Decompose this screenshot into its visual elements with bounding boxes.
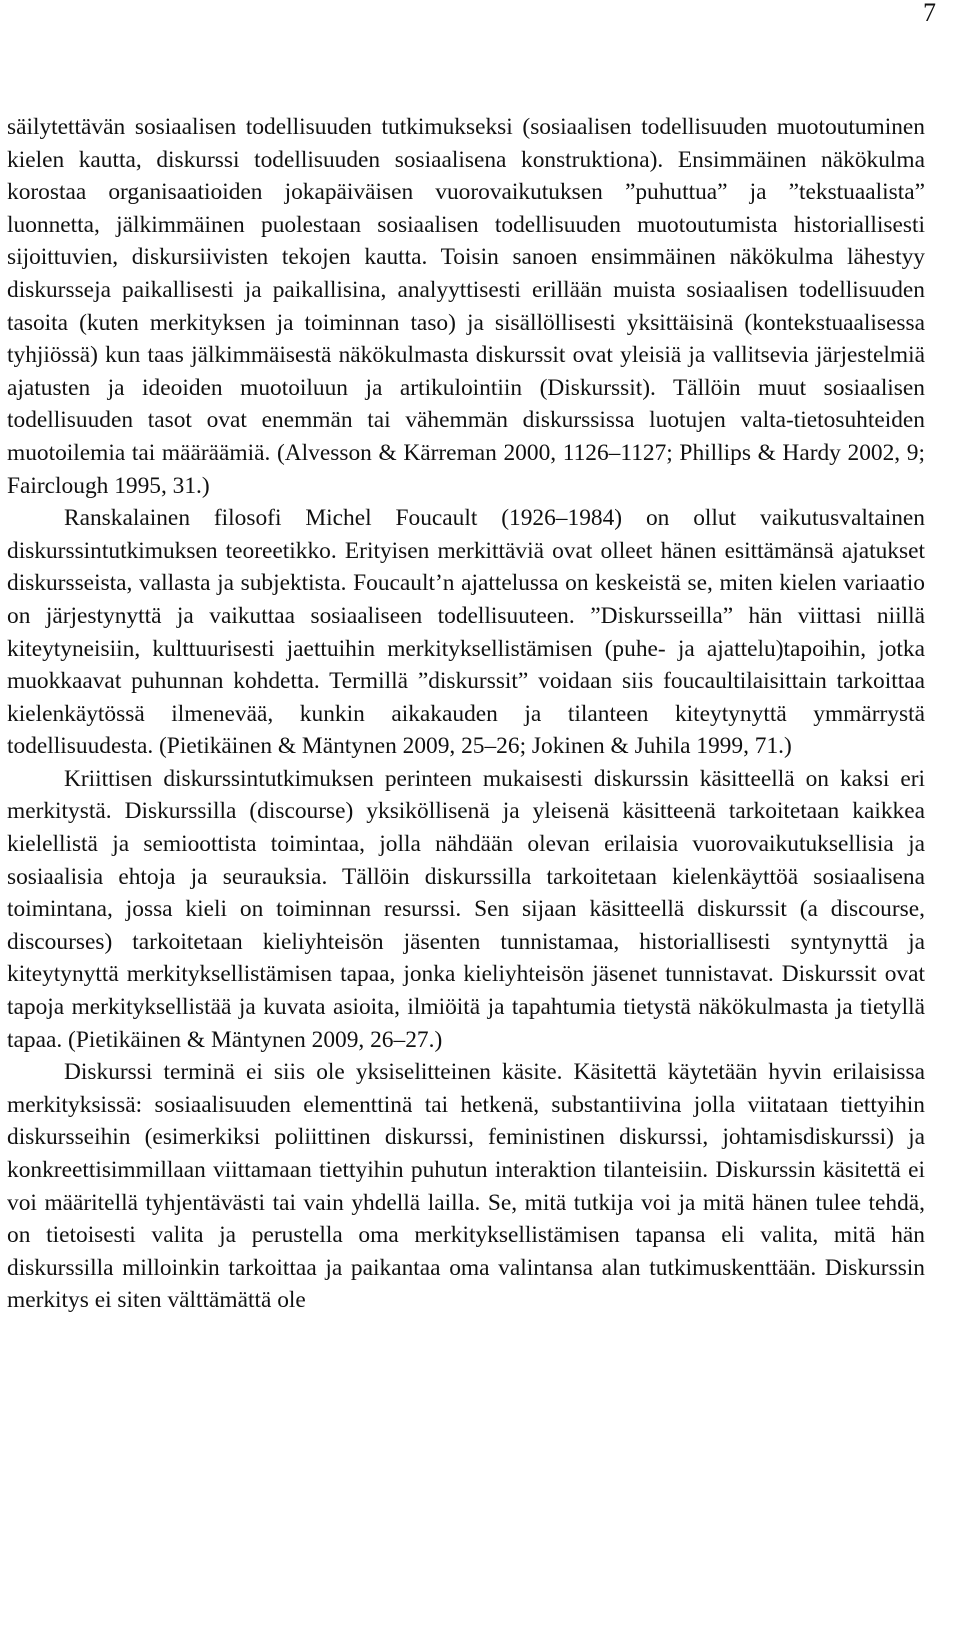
page-number: 7 bbox=[923, 0, 936, 27]
document-body bbox=[7, 111, 925, 1317]
paragraph-continuation: säilytettävän sosiaalisen todellisuuden tutkimukseksi (sosiaalisen todellisuuden muotoutuminen kielen kautta, diskurssi todellisuuden sosiaalisena konstruktiona). Ensimmäinen näkökulma korostaa organisaatioiden jokapäiväisen vuorovaikutuksen ”puhuttua” ja ”tekstuaalista” luonnetta, jälkimmäinen puolestaan sosiaalisen todellisuuden muotoutumista historiallisesti sijoittuvien, diskursiivisten tekojen kautta. Toisin sanoen ensimmäinen näkökulma lähestyy diskursseja paikallisesti ja paikallisina, analyyttisesti erillään muista sosiaalisen todellisuuden tasoita (kuten merkityksen ja toiminnan taso) ja sisällöllisesti yksittäisinä (kontekstuaalisessa tyhjiössä) kun taas jälkimmäisestä näkökulmasta diskurssit ovat yleisiä ja vallitsevia järjestelmiä ajatusten ja ideoiden muotoiluun ja artikulointiin (Diskurssit). Tällöin muut sosiaalisen todellisuuden tasot ovat enemmän tai vähemmän diskurssissa luotujen valta-tietosuhteiden muotoilemia tai määräämiä. (Alvesson & Kärreman 2000, 1126–1127; Phillips & Hardy 2002, 9; Fairclough 1995, 31.) bbox=[7, 114, 925, 499]
paragraph-critical-discourse: Kriittisen diskurssintutkimuksen perinteen mukaisesti diskurssin käsitteellä on kaksi eri merkitystä. Diskurssilla (discourse) yksiköllisenä ja yleisenä käsitteenä tarkoitetaan kaikkea kielellistä ja semioottista toimintaa, jolla nähdään olevan erilaisia vuorovaikutuksellisia ja sosiaalisia ehtoja ja seurauksia. Tällöin diskurssilla tarkoitetaan kielenkäyttöä sosiaalisena toimintana, jossa kieli on toiminnan resurssi. Sen sijaan käsitteellä diskurssit (a discourse, discourses) tarkoitetaan kieliyhteisön jäsenten tunnistamaa, historiallisesti syntynyttä ja kiteytynyttä merkityksellistämisen tapaa, jonka kieliyhteisön jäsenet tunnistavat. Diskurssit ovat tapoja merkityksellistää ja kuvata asioita, ilmiöitä ja tapahtumia tietystä näkökulmasta ja tietyllä tapaa. (Pietikäinen & Mäntynen 2009, 26–27.) bbox=[7, 765, 925, 1053]
paragraph-foucault: Ranskalainen filosofi Michel Foucault (1926–1984) on ollut vaikutusvaltainen diskurssintutkimuksen teoreetikko. Erityisen merkittäviä ovat olleet hänen esittämänsä ajatukset diskursseista, vallasta ja subjektista. Foucault’n ajattelussa on keskeistä se, miten kielen variaatio on järjestynyttä ja vaikuttaa sosiaaliseen todellisuuteen. ”Diskursseilla” hän viittasi niillä kiteytyneisiin, kulttuurisesti jaettuihin merkityksellistämisen (puhe- ja ajattelu)tapoihin, jotka muokkaavat puhunnan kohdetta. Termillä ”diskurssit” voidaan siis foucaultilaisittain tarkoittaa kielenkäytössä ilmenevää, kunkin aikakauden ja tilanteen kiteytynyttä ymmärrystä todellisuudesta. (Pietikäinen & Mäntynen 2009, 25–26; Jokinen & Juhila 1999, 71.) bbox=[7, 505, 925, 760]
paragraph-discourse-term: Diskurssi terminä ei siis ole yksiselitteinen käsite. Käsitettä käytetään hyvin erilaisissa merkityksissä: sosiaalisuuden elementtinä tai hetkenä, substantiivina jolla viitataan tiettyihin diskursseihin (esimerkiksi poliittinen diskurssi, feministinen diskurssi, johtamisdiskurssi) ja konkreettisimmillaan viittamaan tiettyihin puhutun interaktion tilanteisiin. Diskurssin käsitettä ei voi määritellä tyhjentävästi tai vain yhdellä lailla. Se, mitä tutkija voi ja mitä hänen tulee tehdä, on tietoisesti valita ja perustella oma merkityksellistämisen tapansa eli valita, mitä hän diskurssilla milloinkin tarkoittaa ja paikantaa oma valintansa alan tutkimuskenttään. Diskurssin merkitys ei siten välttämättä ole bbox=[7, 1059, 925, 1314]
